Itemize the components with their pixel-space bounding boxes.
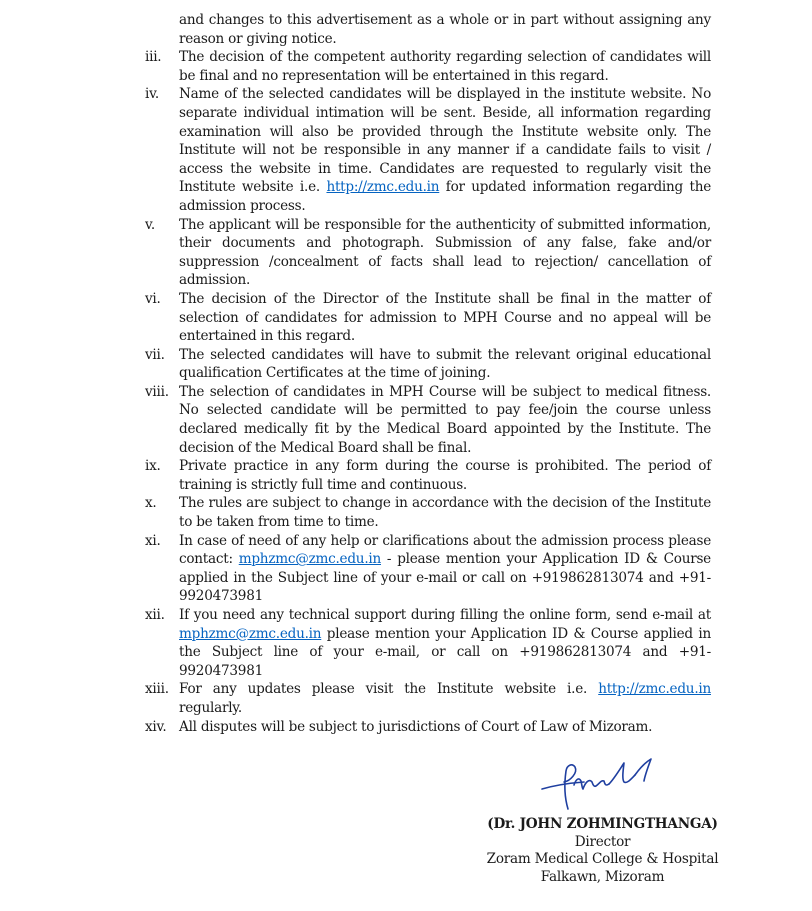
item-text — [179, 606, 711, 680]
website-link[interactable]: http://zmc.edu.in — [326, 179, 440, 196]
email-link[interactable]: mphzmc@zmc.edu.in — [179, 625, 322, 642]
signatory-organization: Zoram Medical College & Hospital — [486, 851, 719, 867]
item-text — [179, 680, 711, 717]
list-item — [145, 346, 711, 383]
item-number: xi. — [145, 532, 161, 549]
email-link[interactable]: mphzmc@zmc.edu.in — [238, 551, 381, 568]
item-text: The decision of the Director of the Institute shall be final in the matter of selection of candidates for admission to MPH Course and no appeal will be entertained in this regard. — [179, 290, 711, 345]
signatory-location: Falkawn, Mizoram — [540, 868, 665, 885]
terms-list — [145, 11, 711, 736]
intro-continuation: and changes to this advertisement as a whole or in part without assigning any reason or giving notice. — [179, 12, 711, 47]
item-text: Private practice in any form during the course is prohibited. The period of training is strictly full time and continuous. — [179, 458, 711, 493]
list-item — [145, 216, 711, 290]
item-number: vi. — [145, 290, 161, 307]
list-item — [145, 85, 711, 215]
item-number: xiii. — [145, 681, 169, 698]
list-item — [145, 290, 711, 346]
item-text — [179, 85, 711, 215]
item-number: xiv. — [145, 718, 167, 735]
item-text: The selection of candidates in MPH Course will be subject to medical fitness. No selected candidate will be permitted to pay fee/join the course unless declared medically fit by the Medical Board appointed by the Institute. The decision of the Medical Board shall be final. — [179, 383, 711, 456]
signatory-name: (Dr. JOHN ZOHMINGTHANGA) — [487, 816, 718, 832]
item-number: iv. — [145, 86, 159, 103]
item-text — [179, 532, 711, 606]
item-text-part: If you need any technical support during filling the online form, send e-mail at — [179, 607, 711, 623]
list-item — [145, 48, 711, 85]
handwritten-signature-icon — [538, 755, 668, 813]
list-item — [145, 383, 711, 457]
website-link[interactable]: http://zmc.edu.in — [598, 681, 711, 698]
item-number: x. — [145, 495, 157, 512]
signatory-title: Director — [574, 833, 631, 850]
item-text-part: please mention your Application ID & Course applied in the Subject line of your e-mail, or call on +919862813074 and +91-9920473981 — [179, 625, 711, 679]
list-item — [145, 680, 711, 717]
item-number: v. — [145, 216, 155, 233]
item-number: ix. — [145, 458, 161, 475]
list-item — [145, 718, 711, 737]
list-item — [145, 494, 711, 531]
item-text: All disputes will be subject to jurisdictions of Court of Law of Mizoram. — [179, 718, 653, 735]
item-text-part: - please mention your Application ID & Course applied in the Subject line of your e-mail or call on +919862813074 and +91-9920473981 — [179, 551, 711, 605]
item-text-part: for updated information regarding the admission process. — [179, 179, 711, 214]
list-item — [145, 457, 711, 494]
item-text: The applicant will be responsible for the authenticity of submitted information, their documents and photograph. Submission of any false, fake and/or suppression /concealment of facts shall lead to rejection/ cancellation of admission. — [179, 216, 711, 289]
item-number: viii. — [145, 383, 169, 400]
item-number: vii. — [145, 346, 165, 363]
item-number: iii. — [145, 49, 162, 66]
list-item — [145, 606, 711, 680]
item-text-part: regularly. — [179, 699, 242, 716]
list-item — [145, 532, 711, 606]
item-text: The decision of the competent authority regarding selection of candidates will be final and no representation will be entertained in this regard. — [179, 49, 711, 84]
item-number: xii. — [145, 607, 165, 623]
item-text-part: In case of need of any help or clarifications about the admission process please contact: — [179, 532, 711, 568]
item-text-part: For any updates please visit the Institute website i.e. — [179, 681, 599, 698]
item-text: The rules are subject to change in accordance with the decision of the Institute to be taken from time to time. — [179, 495, 711, 531]
signature-block — [470, 755, 735, 886]
item-text: The selected candidates will have to submit the relevant original educational qualification Certificates at the time of joining. — [179, 346, 711, 382]
item-text-part: Name of the selected candidates will be displayed in the institute website. No separate individual intimation will be sent. Beside, all information regarding examination will also be provided through the Institute website only. The Institute will not be responsible in any manner if a candidate fails to visit / access the website in time. Candidates are requested to regularly visit the Institute website i.e. — [179, 86, 711, 196]
